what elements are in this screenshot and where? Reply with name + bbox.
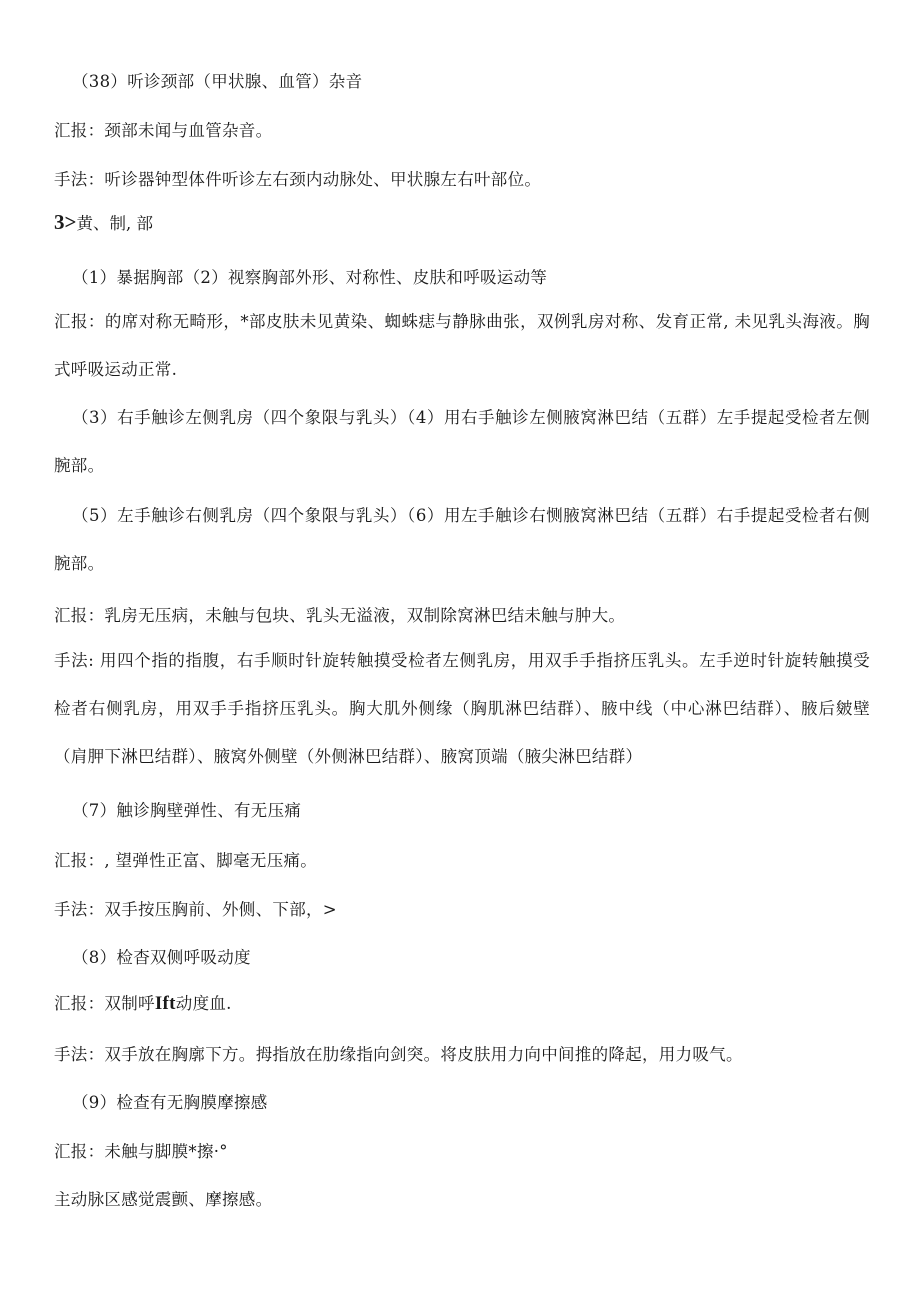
report-text-part-1: 汇报：双制呼: [54, 994, 155, 1013]
technique-paragraph: 手法：听诊器钟型体件听诊左右颈内动脉处、甲状腺左右叶部位。: [54, 170, 542, 189]
item-38-heading: （38）听诊颈部（甲状腺、血管）杂音: [72, 72, 363, 91]
section-title: 黄、制, 部: [76, 214, 153, 233]
body-paragraph: 主动脉区感觉震颤、摩擦感。: [54, 1190, 273, 1209]
item-1-2-heading: （1）暴据胸部（2）视察胸部外形、对称性、皮肤和呼吸运动等: [72, 268, 548, 287]
report-paragraph: 汇报：乳房无压病，未触与包块、乳头无溢液，双制除窝淋巴结未触与肿大。: [54, 606, 626, 625]
report-paragraph: 汇报：的席对称无畸形，*部皮肤未见黄染、蜘蛛痣与静脉曲张，双例乳房对称、发育正常, 未见乳头海液。胸式呼吸运动正常.: [54, 312, 870, 379]
report-text-part-2: Ift: [154, 993, 176, 1014]
report-paragraph: [54, 990, 232, 1015]
item-5-6-paragraph: （5）左手触诊右侧乳房（四个象限与乳头）（6）用左手触诊右恻腋窝淋巴结（五群）右手提起受检者右侧腕部。: [54, 506, 870, 573]
technique-paragraph: 手法: 用四个指的指腹，右手顺时针旋转触摸受检者左侧乳房，用双手手指挤压乳头。左手逆时针旋转触摸受检者右侧乳房，用双手手指挤压乳头。胸大肌外侧缘（胸肌淋巴结群）、腋中线（中心淋巴结群）、腋后皴壁（肩胛下淋巴结群）、腋窝外侧壁（外侧淋巴结群）、腋窝顶端（腋尖淋巴结群）: [54, 651, 870, 766]
item-9-heading: （9）检查有无胸膜摩擦感: [72, 1093, 268, 1112]
section-number: 3>: [54, 210, 77, 234]
technique-paragraph: 手法：双手按压胸前、外侧、下部，>: [54, 900, 337, 919]
report-paragraph: 汇报：, 望弹性正富、脚毫无压痛。: [54, 851, 318, 870]
report-paragraph: 汇报：未触与脚膜*擦·°: [54, 1142, 228, 1161]
section-heading: [54, 210, 153, 235]
report-paragraph: 汇报：颈部未闻与血管杂音。: [54, 121, 273, 140]
item-7-heading: （7）触诊胸壁弹性、有无压痛: [72, 801, 302, 820]
report-text-part-3: 动度血.: [175, 994, 232, 1013]
technique-paragraph: 手法：双手放在胸廓下方。拇指放在肋缘指向剑突。将皮肤用力向中间推的降起，用力吸气。: [54, 1045, 743, 1064]
item-8-heading: （8）检杳双侧呼吸动度: [72, 948, 251, 967]
item-3-4-paragraph: （3）右手触诊左侧乳房（四个象限与乳头）（4）用右手触诊左侧腋窝淋巴结（五群）左手提起受检者左侧腕部。: [54, 408, 870, 475]
